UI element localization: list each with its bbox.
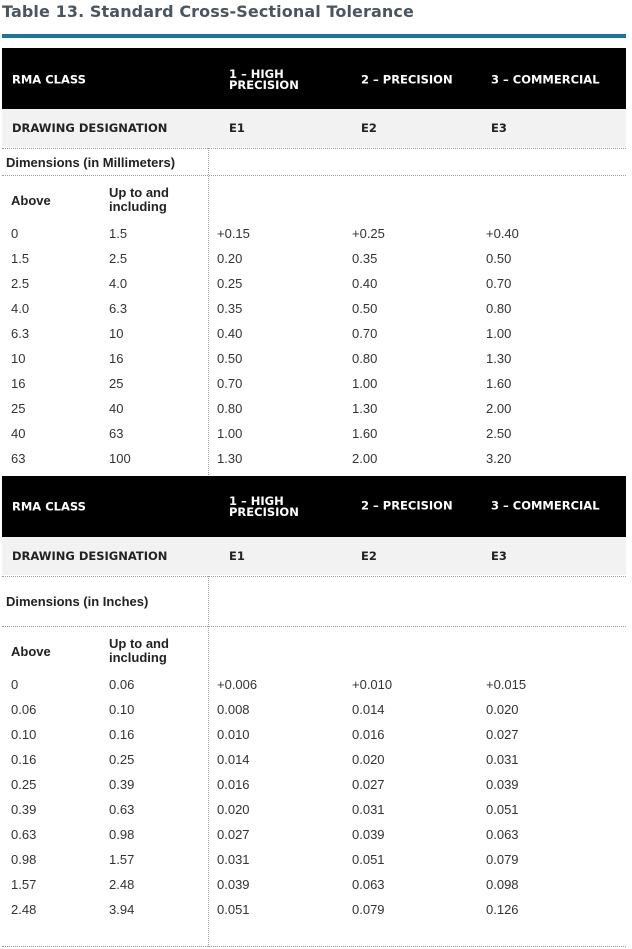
table-row	[0, 421, 632, 446]
cell-precision: 0.016	[352, 727, 385, 742]
cell-above: 1.57	[11, 877, 37, 892]
cell-above: 0.98	[11, 852, 37, 867]
cell-high-precision: 0.014	[217, 752, 250, 767]
cell-commercial: 0.098	[486, 877, 519, 892]
row-divider	[2, 175, 626, 176]
cell-above: 1.5	[11, 251, 30, 266]
cell-high-precision: 0.40	[217, 326, 243, 341]
col-header-up-to: Up to and including	[109, 185, 169, 214]
cell-high-precision: 0.80	[217, 401, 243, 416]
designation-e1: E1	[229, 121, 245, 135]
cell-up-to: 0.16	[109, 727, 135, 742]
cell-high-precision: 1.00	[217, 426, 243, 441]
table-row	[0, 722, 632, 747]
cell-up-to: 40	[109, 401, 124, 416]
table-row	[0, 271, 632, 296]
designation-label: DRAWING DESIGNATION	[12, 121, 168, 135]
cell-commercial: 0.020	[486, 702, 519, 717]
cell-commercial: 0.039	[486, 777, 519, 792]
cell-above: 16	[11, 376, 26, 391]
cell-high-precision: +0.006	[217, 677, 258, 692]
cell-commercial: 1.00	[486, 326, 512, 341]
cell-high-precision: 0.051	[217, 902, 250, 917]
cell-commercial: 2.50	[486, 426, 512, 441]
cell-up-to: 0.06	[109, 677, 135, 692]
designation-e1: E1	[229, 549, 245, 563]
header-rma-class: RMA CLASS	[12, 72, 86, 87]
table-row	[0, 672, 632, 697]
drawing-designation-row	[2, 109, 626, 147]
cell-up-to: 1.57	[109, 852, 135, 867]
cell-precision: +0.25	[352, 226, 385, 241]
cell-commercial: 0.126	[486, 902, 519, 917]
table-row	[0, 872, 632, 897]
cell-commercial: 2.00	[486, 401, 512, 416]
cell-up-to: 0.25	[109, 752, 135, 767]
table-row	[0, 396, 632, 421]
cell-commercial: 3.20	[486, 451, 512, 466]
header-commercial: 3 – COMMERCIAL	[491, 72, 600, 87]
cell-precision: 0.031	[352, 802, 385, 817]
page-title: Table 13. Standard Cross-Sectional Tolerance	[2, 2, 414, 21]
cell-above: 40	[11, 426, 26, 441]
cell-above: 0.25	[11, 777, 37, 792]
cell-precision: 0.027	[352, 777, 385, 792]
table-row	[0, 446, 632, 471]
cell-high-precision: 0.010	[217, 727, 250, 742]
designation-e2: E2	[361, 121, 377, 135]
cell-precision: 0.50	[352, 301, 378, 316]
col-header-above: Above	[11, 644, 51, 659]
cell-up-to: 25	[109, 376, 124, 391]
cell-precision: 0.063	[352, 877, 385, 892]
cell-above: 10	[11, 351, 26, 366]
cell-above: 0.10	[11, 727, 37, 742]
cell-precision: 1.30	[352, 401, 378, 416]
drawing-designation-row	[2, 537, 626, 575]
table-row	[0, 847, 632, 872]
cell-commercial: 0.70	[486, 276, 512, 291]
row-divider	[2, 576, 626, 577]
cell-commercial: 1.60	[486, 376, 512, 391]
cell-precision: +0.010	[352, 677, 393, 692]
col-header-up-to: Up to and including	[109, 636, 169, 665]
header-precision: 2 – PRECISION	[361, 72, 453, 87]
cell-precision: 0.014	[352, 702, 385, 717]
cell-up-to: 1.5	[109, 226, 128, 241]
cell-high-precision: 0.50	[217, 351, 243, 366]
cell-up-to: 0.10	[109, 702, 135, 717]
cell-up-to: 10	[109, 326, 124, 341]
designation-label: DRAWING DESIGNATION	[12, 549, 168, 563]
cell-high-precision: 0.20	[217, 251, 243, 266]
cell-up-to: 0.98	[109, 827, 135, 842]
table-row	[0, 321, 632, 346]
cell-high-precision: 0.016	[217, 777, 250, 792]
table-row	[0, 697, 632, 722]
table-row	[0, 346, 632, 371]
cell-above: 4.0	[11, 301, 30, 316]
cell-commercial: 0.027	[486, 727, 519, 742]
section-title-in: Dimensions (in Inches)	[6, 594, 149, 609]
title-underline-rule	[2, 34, 626, 38]
col-header-above: Above	[11, 193, 51, 208]
table-row	[0, 747, 632, 772]
table-row	[0, 772, 632, 797]
cell-up-to: 6.3	[109, 301, 128, 316]
cell-high-precision: 0.35	[217, 301, 243, 316]
cell-high-precision: 0.020	[217, 802, 250, 817]
cell-up-to: 100	[109, 451, 131, 466]
cell-high-precision: 1.30	[217, 451, 243, 466]
table-bottom-rule	[2, 946, 626, 947]
header-commercial: 3 – COMMERCIAL	[491, 498, 600, 513]
cell-precision: 0.039	[352, 827, 385, 842]
cell-commercial: +0.40	[486, 226, 519, 241]
cell-above: 0	[11, 677, 19, 692]
cell-up-to: 2.48	[109, 877, 135, 892]
cell-above: 0.39	[11, 802, 37, 817]
designation-e2: E2	[361, 549, 377, 563]
table-row	[0, 897, 632, 922]
header-rma-class: RMA CLASS	[12, 499, 86, 514]
cell-commercial: 0.031	[486, 752, 519, 767]
table-header-row	[2, 48, 626, 109]
cell-high-precision: 0.70	[217, 376, 243, 391]
cell-precision: 0.40	[352, 276, 378, 291]
cell-precision: 0.051	[352, 852, 385, 867]
table-row	[0, 822, 632, 847]
cell-above: 0.63	[11, 827, 37, 842]
cell-precision: 0.079	[352, 902, 385, 917]
cell-high-precision: 0.008	[217, 702, 250, 717]
cell-commercial: 0.063	[486, 827, 519, 842]
cell-above: 0	[11, 226, 19, 241]
cell-up-to: 2.5	[109, 251, 128, 266]
cell-up-to: 63	[109, 426, 124, 441]
cell-high-precision: 0.031	[217, 852, 250, 867]
cell-precision: 0.80	[352, 351, 378, 366]
cell-precision: 2.00	[352, 451, 378, 466]
cell-above: 6.3	[11, 326, 30, 341]
row-divider	[2, 148, 626, 149]
cell-above: 2.48	[11, 902, 37, 917]
cell-up-to: 3.94	[109, 902, 135, 917]
cell-up-to: 4.0	[109, 276, 128, 291]
header-high-precision: 1 – HIGH PRECISION	[229, 67, 299, 92]
table-row	[0, 221, 632, 246]
cell-above: 2.5	[11, 276, 30, 291]
cell-high-precision: 0.25	[217, 276, 243, 291]
cell-above: 63	[11, 451, 26, 466]
cell-up-to: 0.39	[109, 777, 135, 792]
header-high-precision: 1 – HIGH PRECISION	[229, 494, 299, 519]
cell-above: 0.16	[11, 752, 37, 767]
cell-commercial: 0.079	[486, 852, 519, 867]
cell-up-to: 0.63	[109, 802, 135, 817]
table-header-row	[2, 476, 626, 537]
cell-precision: 0.70	[352, 326, 378, 341]
table-row	[0, 246, 632, 271]
cell-commercial: 1.30	[486, 351, 512, 366]
cell-commercial: 0.80	[486, 301, 512, 316]
cell-precision: 1.60	[352, 426, 378, 441]
row-divider	[2, 626, 626, 627]
cell-above: 25	[11, 401, 26, 416]
cell-high-precision: 0.039	[217, 877, 250, 892]
cell-commercial: 0.051	[486, 802, 519, 817]
cell-up-to: 16	[109, 351, 124, 366]
cell-high-precision: 0.027	[217, 827, 250, 842]
cell-precision: 0.020	[352, 752, 385, 767]
cell-precision: 1.00	[352, 376, 378, 391]
cell-precision: 0.35	[352, 251, 378, 266]
cell-high-precision: +0.15	[217, 226, 250, 241]
cell-above: 0.06	[11, 702, 37, 717]
table-row	[0, 371, 632, 396]
table-row	[0, 797, 632, 822]
cell-commercial: +0.015	[486, 677, 527, 692]
table-row	[0, 296, 632, 321]
designation-e3: E3	[491, 549, 507, 563]
section-title-mm: Dimensions (in Millimeters)	[6, 155, 176, 170]
header-precision: 2 – PRECISION	[361, 498, 453, 513]
designation-e3: E3	[491, 121, 507, 135]
cell-commercial: 0.50	[486, 251, 512, 266]
